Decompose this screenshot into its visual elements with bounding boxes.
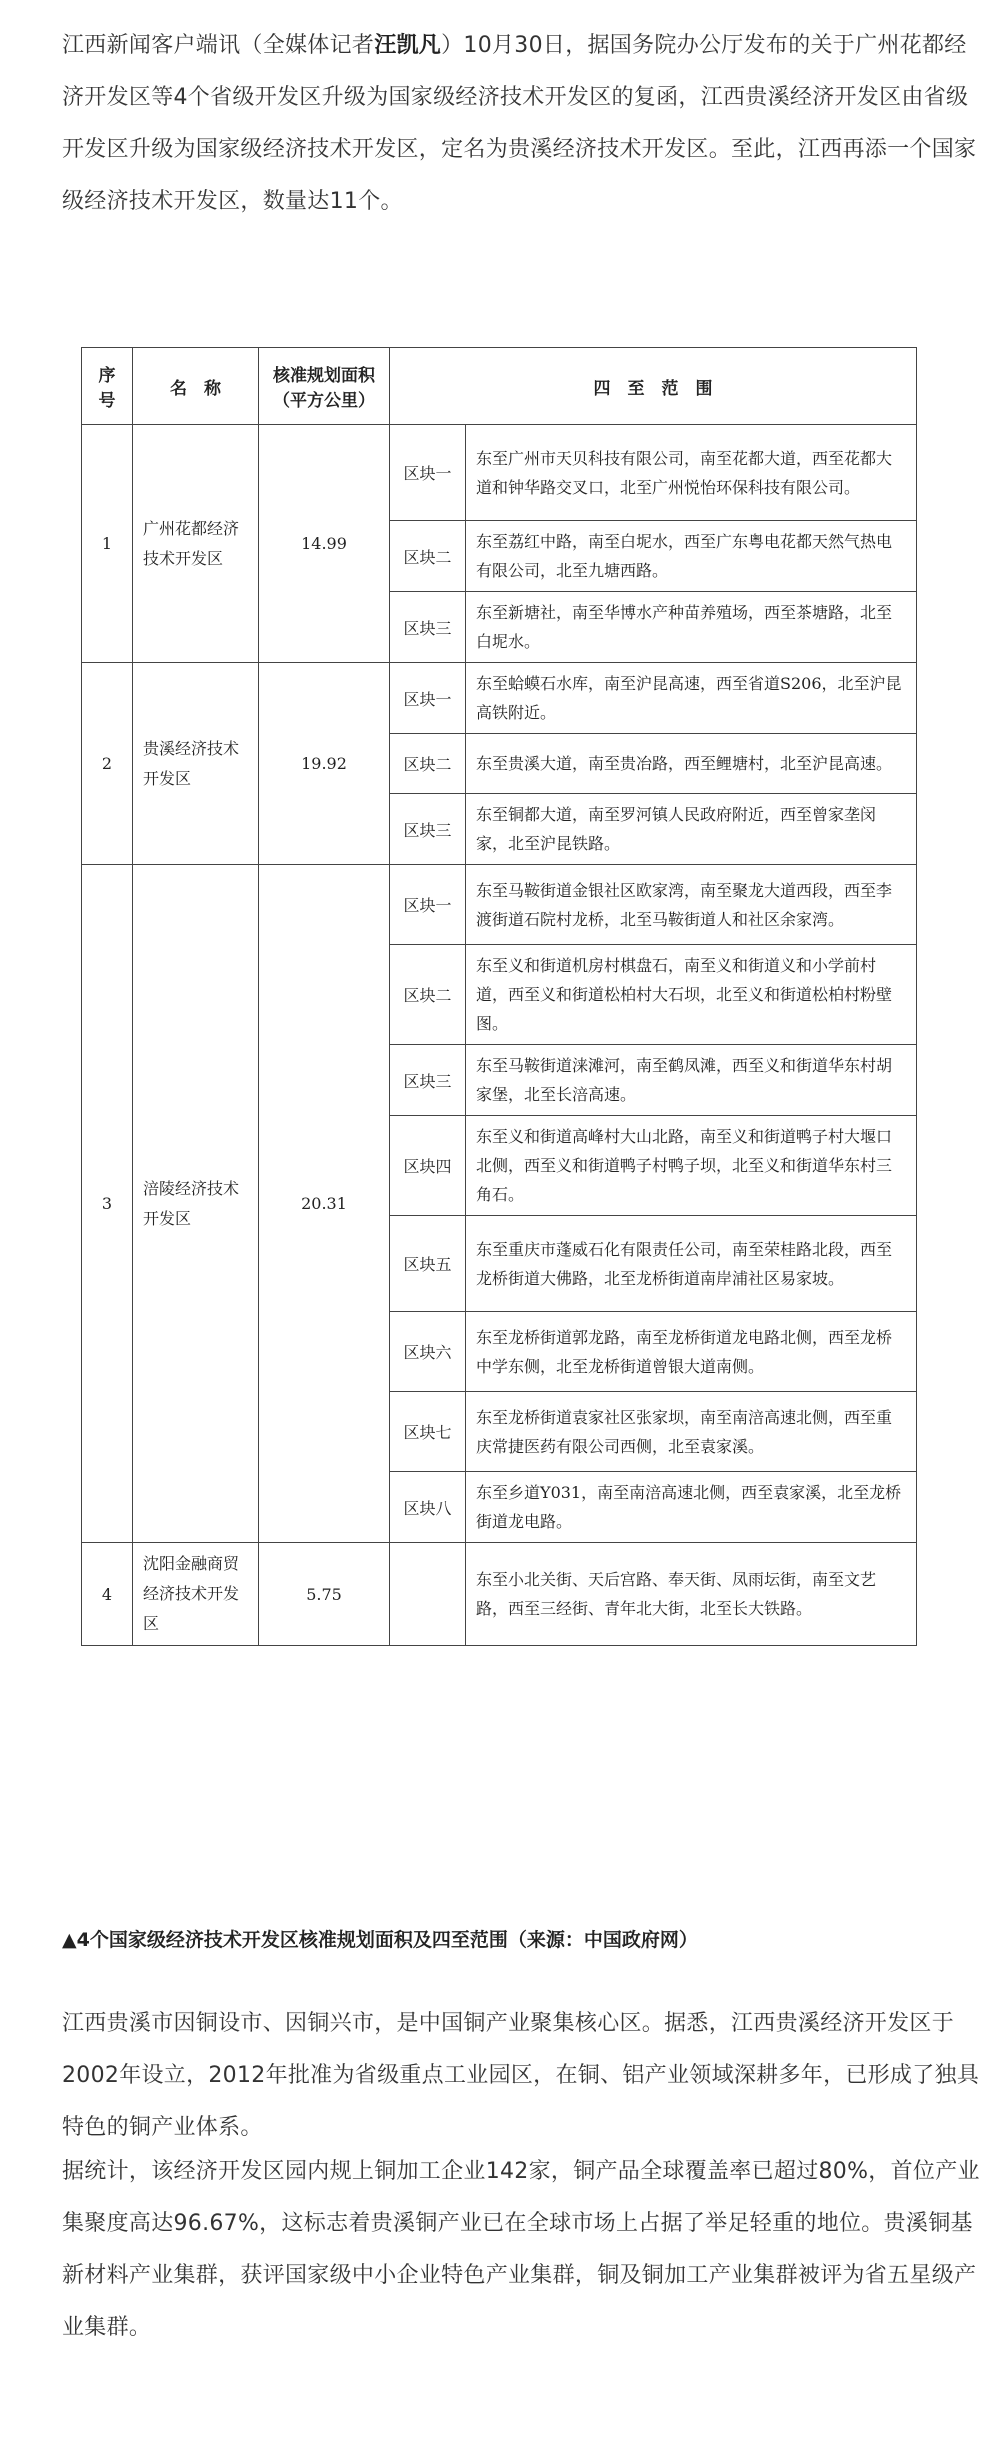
block-boundary: 东至马鞍街道金银社区欧家湾，南至聚龙大道西段，西至李渡街道石院村龙桥，北至马鞍街道人和社区余家湾。: [466, 865, 917, 945]
block-boundary: 东至重庆市蓬威石化有限责任公司，南至荣桂路北段，西至龙桥街道大佛路，北至龙桥街道南岸浦社区易家坡。: [466, 1216, 917, 1312]
zone-name: 涪陵经济技术开发区: [133, 865, 259, 1543]
table-row: [82, 425, 917, 521]
block-label: 区块一: [390, 865, 466, 945]
zone-area: 5.75: [259, 1543, 390, 1646]
block-boundary: 东至龙桥街道袁家社区张家坝，南至南涪高速北侧，西至重庆常捷医药有限公司西侧，北至袁家溪。: [466, 1392, 917, 1472]
block-boundary: 东至荔红中路，南至白坭水，西至广东粤电花都天然气热电有限公司，北至九塘西路。: [466, 521, 917, 592]
block-label: 区块六: [390, 1312, 466, 1392]
table-header-row: [82, 348, 917, 425]
block-label: 区块二: [390, 945, 466, 1045]
zone-number: 1: [82, 425, 133, 663]
block-label: [390, 1543, 466, 1646]
zone-name: 广州花都经济技术开发区: [133, 425, 259, 663]
zone-area: 19.92: [259, 663, 390, 865]
table-row: [82, 865, 917, 945]
reporter-name: 汪凯凡: [374, 33, 442, 58]
block-boundary: 东至义和街道机房村棋盘石，南至义和街道义和小学前村道，西至义和街道松柏村大石坝，北至义和街道松柏村粉壁图。: [466, 945, 917, 1045]
block-label: 区块三: [390, 1045, 466, 1116]
table-body: [82, 425, 917, 1646]
block-boundary: 东至蛤蟆石水库，南至沪昆高速，西至省道S206，北至沪昆高铁附近。: [466, 663, 917, 734]
block-boundary: 东至广州市天贝科技有限公司，南至花都大道，西至花都大道和钟华路交叉口，北至广州悦怡环保科技有限公司。: [466, 425, 917, 521]
block-label: 区块三: [390, 794, 466, 865]
block-label: 区块七: [390, 1392, 466, 1472]
paragraph-statistics: 据统计，该经济开发区园内规上铜加工企业142家，铜产品全球覆盖率已超过80%，首位产业集聚度高达96.67%，这标志着贵溪铜产业已在全球市场上占据了举足轻重的地位。贵溪铜基新材料产业集群，获评国家级中小企业特色产业集群，铜及铜加工产业集群被评为省五星级产业集群。: [62, 2159, 980, 2340]
block-boundary: 东至义和街道高峰村大山北路，南至义和街道鸭子村大堰口北侧，西至义和街道鸭子村鸭子坝，北至义和街道华东村三角石。: [466, 1116, 917, 1216]
zone-number: 4: [82, 1543, 133, 1646]
table-row: [82, 663, 917, 734]
block-boundary: 东至龙桥街道郭龙路，南至龙桥街道龙电路北侧，西至龙桥中学东侧，北至龙桥街道曾银大道南侧。: [466, 1312, 917, 1392]
intro-body: ）10月30日，据国务院办公厅发布的关于广州花都经济开发区等4个省级开发区升级为国家级经济技术开发区的复函，江西贵溪经济开发区由省级开发区升级为国家级经济技术开发区，定名为贵溪经济技术开发区。至此，江西再添一个国家级经济技术开发区，数量达11个。: [62, 33, 977, 214]
zone-area: 14.99: [259, 425, 390, 663]
block-label: 区块八: [390, 1472, 466, 1543]
header-scope: 四 至 范 围: [390, 348, 917, 425]
block-label: 区块一: [390, 425, 466, 521]
intro-paragraph: [62, 20, 982, 228]
paragraph-copper-city: 江西贵溪市因铜设市、因铜兴市，是中国铜产业聚集核心区。据悉，江西贵溪经济开发区于2002年设立，2012年批准为省级重点工业园区，在铜、铝产业领域深耕多年，已形成了独具特色的铜产业体系。: [62, 2011, 980, 2140]
header-name: 名 称: [133, 348, 259, 425]
block-label: 区块四: [390, 1116, 466, 1216]
block-label: 区块五: [390, 1216, 466, 1312]
block-boundary: 东至新塘社，南至华博水产种苗养殖场，西至茶塘路，北至白坭水。: [466, 592, 917, 663]
header-no: 序号: [82, 348, 133, 425]
table-caption: ▲4个国家级经济技术开发区核准规划面积及四至范围（来源：中国政府网）: [62, 1929, 698, 1951]
block-label: 区块二: [390, 734, 466, 794]
zone-name: 贵溪经济技术开发区: [133, 663, 259, 865]
zones-table: [81, 347, 917, 1646]
block-boundary: 东至贵溪大道，南至贵冶路，西至鲤塘村，北至沪昆高速。: [466, 734, 917, 794]
zone-area: 20.31: [259, 865, 390, 1543]
zone-number: 2: [82, 663, 133, 865]
block-boundary: 东至马鞍街道涞滩河，南至鹤凤滩，西至义和街道华东村胡家堡，北至长涪高速。: [466, 1045, 917, 1116]
block-boundary: 东至乡道Y031，南至南涪高速北侧，西至袁家溪，北至龙桥街道龙电路。: [466, 1472, 917, 1543]
block-boundary: 东至铜都大道，南至罗河镇人民政府附近，西至曾家垄闵家，北至沪昆铁路。: [466, 794, 917, 865]
block-label: 区块二: [390, 521, 466, 592]
table-row: [82, 1543, 917, 1646]
header-area: 核准规划面积（平方公里）: [259, 348, 390, 425]
zone-name: 沈阳金融商贸经济技术开发区: [133, 1543, 259, 1646]
zone-number: 3: [82, 865, 133, 1543]
block-label: 区块一: [390, 663, 466, 734]
block-boundary: 东至小北关街、天后宫路、奉天街、凤雨坛街，南至文艺路，西至三经街、青年北大街，北至长大铁路。: [466, 1543, 917, 1646]
intro-prefix: 江西新闻客户端讯（全媒体记者: [62, 33, 375, 58]
block-label: 区块三: [390, 592, 466, 663]
